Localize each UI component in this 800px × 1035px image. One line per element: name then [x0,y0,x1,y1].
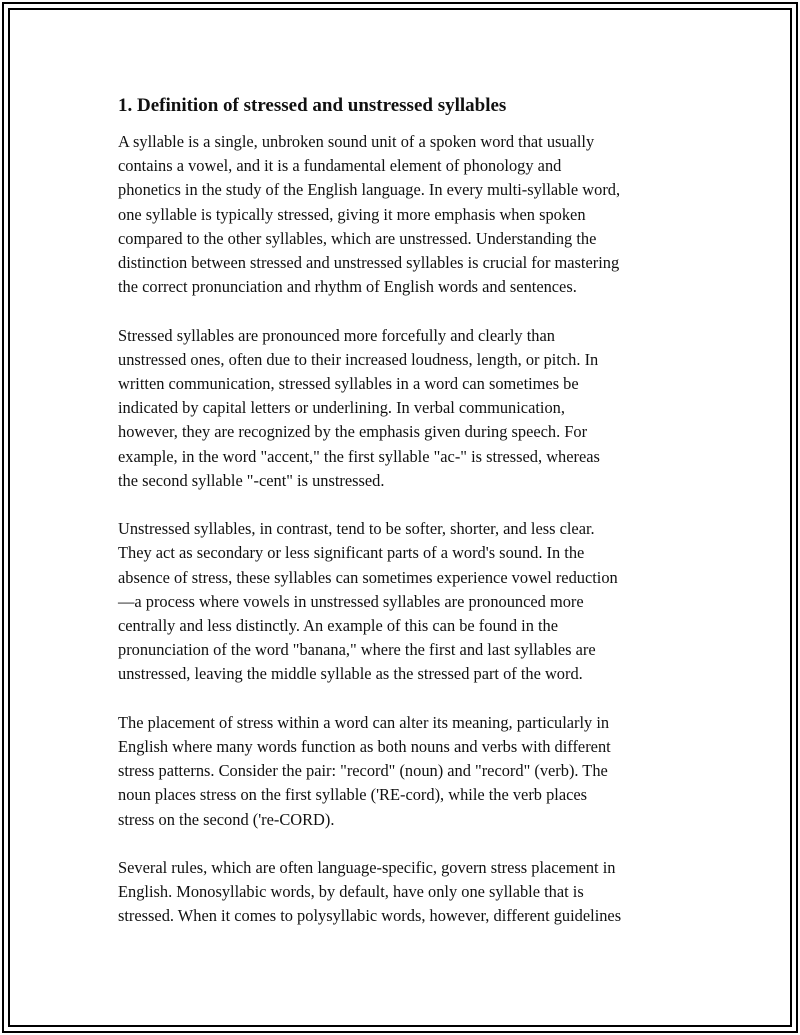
text-line: phonetics in the study of the English language. In every multi-syllable word, [118,180,621,200]
text-line: Several rules, which are often language-specific, govern stress placement in [118,858,616,878]
text-line: unstressed ones, often due to their increased loudness, length, or pitch. In [118,349,599,369]
paragraph-unstressed-syllables [118,517,690,686]
text-line: stressed. When it comes to polysyllabic words, however, different guidelines [118,906,622,926]
paragraph-stress-placement [118,711,690,832]
text-line: pronunciation of the word "banana," where the first and last syllables are [118,640,596,660]
text-line: —a process where vowels in unstressed syllables are pronounced more [118,591,584,611]
paragraph-syllable-definition [118,130,690,299]
text-line: written communication, stressed syllables in a word can sometimes be [118,374,579,394]
text-line: one syllable is typically stressed, giving it more emphasis when spoken [118,204,586,224]
text-line: absence of stress, these syllables can sometimes experience vowel reduction [118,567,618,587]
text-line: A syllable is a single, unbroken sound unit of a spoken word that usually [118,132,595,151]
text-line: unstressed, leaving the middle syllable as the stressed part of the word. [118,664,583,684]
text-line: They act as secondary or less significant parts of a word's sound. In the [118,543,585,563]
paragraph-stressed-syllables [118,324,690,493]
text-line: indicated by capital letters or underlining. In verbal communication, [118,398,565,418]
text-line: noun places stress on the first syllable ('RE-cord), while the verb places [118,785,588,805]
text-line: stress on the second ('re-CORD). [118,809,335,829]
text-line: distinction between stressed and unstressed syllables is crucial for mastering [118,253,620,273]
text-line: compared to the other syllables, which are unstressed. Understanding the [118,228,597,248]
text-line: Unstressed syllables, in contrast, tend to be softer, shorter, and less clear. [118,519,595,539]
text-line: the correct pronunciation and rhythm of English words and sentences. [118,277,577,297]
text-line: English where many words function as both nouns and verbs with different [118,737,611,757]
text-line: centrally and less distinctly. An example of this can be found in the [118,616,559,636]
text-line: the second syllable "-cent" is unstressed. [118,470,385,490]
text-line: Stressed syllables are pronounced more forcefully and clearly than [118,325,555,345]
text-line: however, they are recognized by the emphasis given during speech. For [118,422,588,442]
text-line: contains a vowel, and it is a fundamental element of phonology and [118,156,562,176]
text-line: The placement of stress within a word can alter its meaning, particularly in [118,712,610,732]
text-line: example, in the word "accent," the first syllable "ac-" is stressed, whereas [118,446,600,466]
paragraph-stress-rules [118,856,690,929]
section-heading: 1. Definition of stressed and unstressed syllables [118,95,507,116]
text-line: English. Monosyllabic words, by default, have only one syllable that is [118,882,584,902]
document-body [118,93,690,953]
text-line: stress patterns. Consider the pair: "record" (noun) and "record" (verb). The [118,761,608,781]
